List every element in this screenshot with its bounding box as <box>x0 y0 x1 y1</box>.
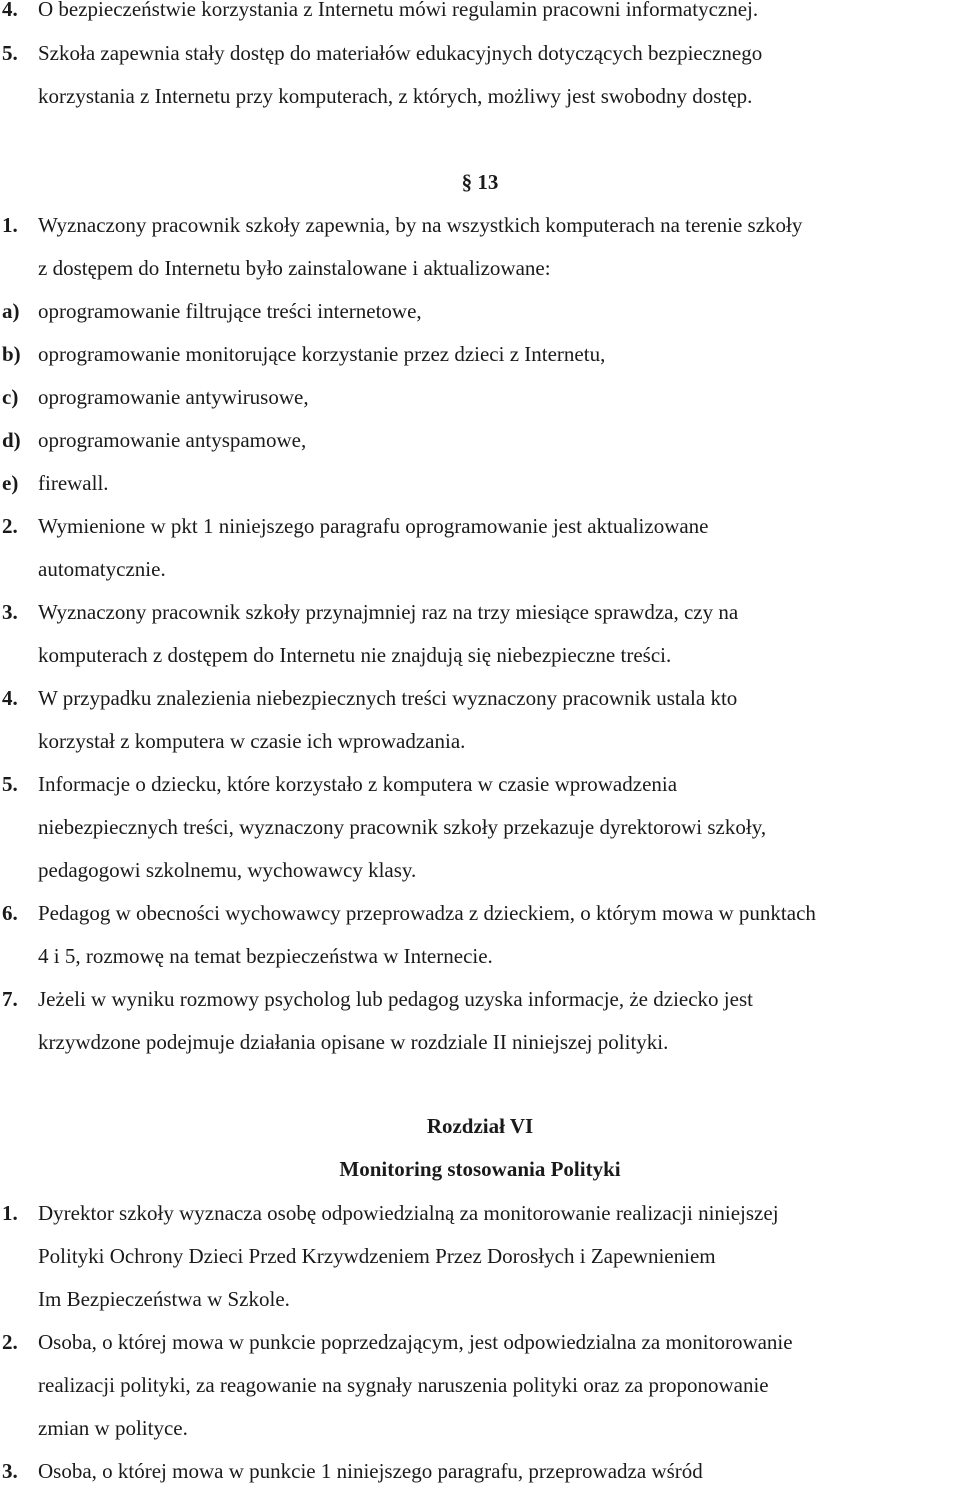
item-number: d) <box>2 428 21 452</box>
paragraph-5-continuation <box>0 83 960 109</box>
item-text: O bezpieczeństwie korzystania z Internetu mówi regulamin pracowni informatycznej. <box>38 0 759 21</box>
item-text: firewall. <box>38 471 109 495</box>
list-item <box>0 685 960 711</box>
list-item <box>0 771 960 797</box>
item-number: b) <box>2 342 21 366</box>
chapter-subtitle: Monitoring stosowania Polityki <box>339 1157 621 1181</box>
paragraph-4 <box>0 0 960 22</box>
list-item-continuation <box>0 1286 960 1312</box>
item-text: Informacje o dziecku, które korzystało z komputera w czasie wprowadzenia <box>38 772 678 796</box>
list-item <box>0 384 960 410</box>
paragraph-5 <box>0 40 960 66</box>
item-text: oprogramowanie filtrujące treści internetowe, <box>38 299 422 323</box>
item-text: Szkoła zapewnia stały dostęp do materiałów edukacyjnych dotyczących bezpiecznego <box>38 41 763 65</box>
item-text: krzywdzone podejmuje działania opisane w rozdziale II niniejszej polityki. <box>38 1030 669 1054</box>
list-item <box>0 298 960 324</box>
item-number: 3. <box>2 600 18 624</box>
item-text: Polityki Ochrony Dzieci Przed Krzywdzeniem Przez Dorosłych i Zapewnieniem <box>38 1244 716 1268</box>
item-text: oprogramowanie monitorujące korzystanie przez dzieci z Internetu, <box>38 342 606 366</box>
item-number: 7. <box>2 987 18 1011</box>
item-number: 1. <box>2 1201 18 1225</box>
item-text: W przypadku znalezienia niebezpiecznych treści wyznaczony pracownik ustala kto <box>38 686 738 710</box>
item-text: automatycznie. <box>38 557 166 581</box>
item-text: Osoba, o której mowa w punkcie poprzedzającym, jest odpowiedzialna za monitorowanie <box>38 1330 793 1354</box>
item-text: Pedagog w obecności wychowawcy przeprowadza z dzieckiem, o którym mowa w punktach <box>38 901 816 925</box>
list-item <box>0 427 960 453</box>
list-item-continuation <box>0 1372 960 1398</box>
item-number: 2. <box>2 514 18 538</box>
list-item <box>0 1329 960 1355</box>
list-item <box>0 986 960 1012</box>
item-text: Wyznaczony pracownik szkoły zapewnia, by na wszystkich komputerach na terenie szkoły <box>38 213 803 237</box>
item-text: 4 i 5, rozmowę na temat bezpieczeństwa w Internecie. <box>38 944 493 968</box>
item-number: a) <box>2 299 20 323</box>
list-item <box>0 341 960 367</box>
list-item <box>0 1458 960 1484</box>
item-text: Osoba, o której mowa w punkcie 1 niniejszego paragrafu, przeprowadza wśród <box>38 1459 703 1483</box>
item-text: zmian w polityce. <box>38 1416 188 1440</box>
list-item <box>0 599 960 625</box>
chapter-title: Rozdział VI <box>426 1114 534 1138</box>
list-item-continuation <box>0 642 960 668</box>
item-number: c) <box>2 385 19 409</box>
item-text: Wymienione w pkt 1 niniejszego paragrafu oprogramowanie jest aktualizowane <box>38 514 709 538</box>
item-number: 5. <box>2 41 18 65</box>
list-item-continuation <box>0 943 960 969</box>
item-text: Dyrektor szkoły wyznacza osobę odpowiedzialną za monitorowanie realizacji niniejszej <box>38 1201 779 1225</box>
item-text: oprogramowanie antyspamowe, <box>38 428 307 452</box>
section-heading: § 13 <box>461 170 499 194</box>
list-item-continuation <box>0 728 960 754</box>
item-text: korzystał z komputera w czasie ich wprowadzania. <box>38 729 466 753</box>
item-number: 4. <box>2 686 18 710</box>
list-item-continuation <box>0 1029 960 1055</box>
list-item <box>0 900 960 926</box>
item-number: 5. <box>2 772 18 796</box>
item-text: Jeżeli w wyniku rozmowy psycholog lub pedagog uzyska informacje, że dziecko jest <box>38 987 753 1011</box>
list-item-continuation <box>0 814 960 840</box>
item-text: Im Bezpieczeństwa w Szkole. <box>38 1287 290 1311</box>
item-number: 4. <box>2 0 18 21</box>
list-item-continuation <box>0 1415 960 1441</box>
list-item-continuation <box>0 857 960 883</box>
item-number: 2. <box>2 1330 18 1354</box>
item-text: niebezpiecznych treści, wyznaczony pracownik szkoły przekazuje dyrektorowi szkoły, <box>38 815 767 839</box>
list-item <box>0 470 960 496</box>
item-text: Wyznaczony pracownik szkoły przynajmniej raz na trzy miesiące sprawdza, czy na <box>38 600 739 624</box>
item-text: z dostępem do Internetu było zainstalowane i aktualizowane: <box>38 256 551 280</box>
item-text: oprogramowanie antywirusowe, <box>38 385 309 409</box>
item-text: pedagogowi szkolnemu, wychowawcy klasy. <box>38 858 417 882</box>
item-text: realizacji polityki, za reagowanie na sygnały naruszenia polityki oraz za proponowanie <box>38 1373 769 1397</box>
item-number: e) <box>2 471 19 495</box>
list-item-continuation <box>0 556 960 582</box>
list-item <box>0 513 960 539</box>
list-item <box>0 1200 960 1226</box>
item-text: korzystania z Internetu przy komputerach, z których, możliwy jest swobodny dostęp. <box>38 84 753 108</box>
item-number: 6. <box>2 901 18 925</box>
list-item-continuation <box>0 1243 960 1269</box>
item-text: komputerach z dostępem do Internetu nie znajdują się niebezpieczne treści. <box>38 643 672 667</box>
list-item-continuation <box>0 255 960 281</box>
list-item <box>0 212 960 238</box>
item-number: 3. <box>2 1459 18 1483</box>
item-number: 1. <box>2 213 18 237</box>
